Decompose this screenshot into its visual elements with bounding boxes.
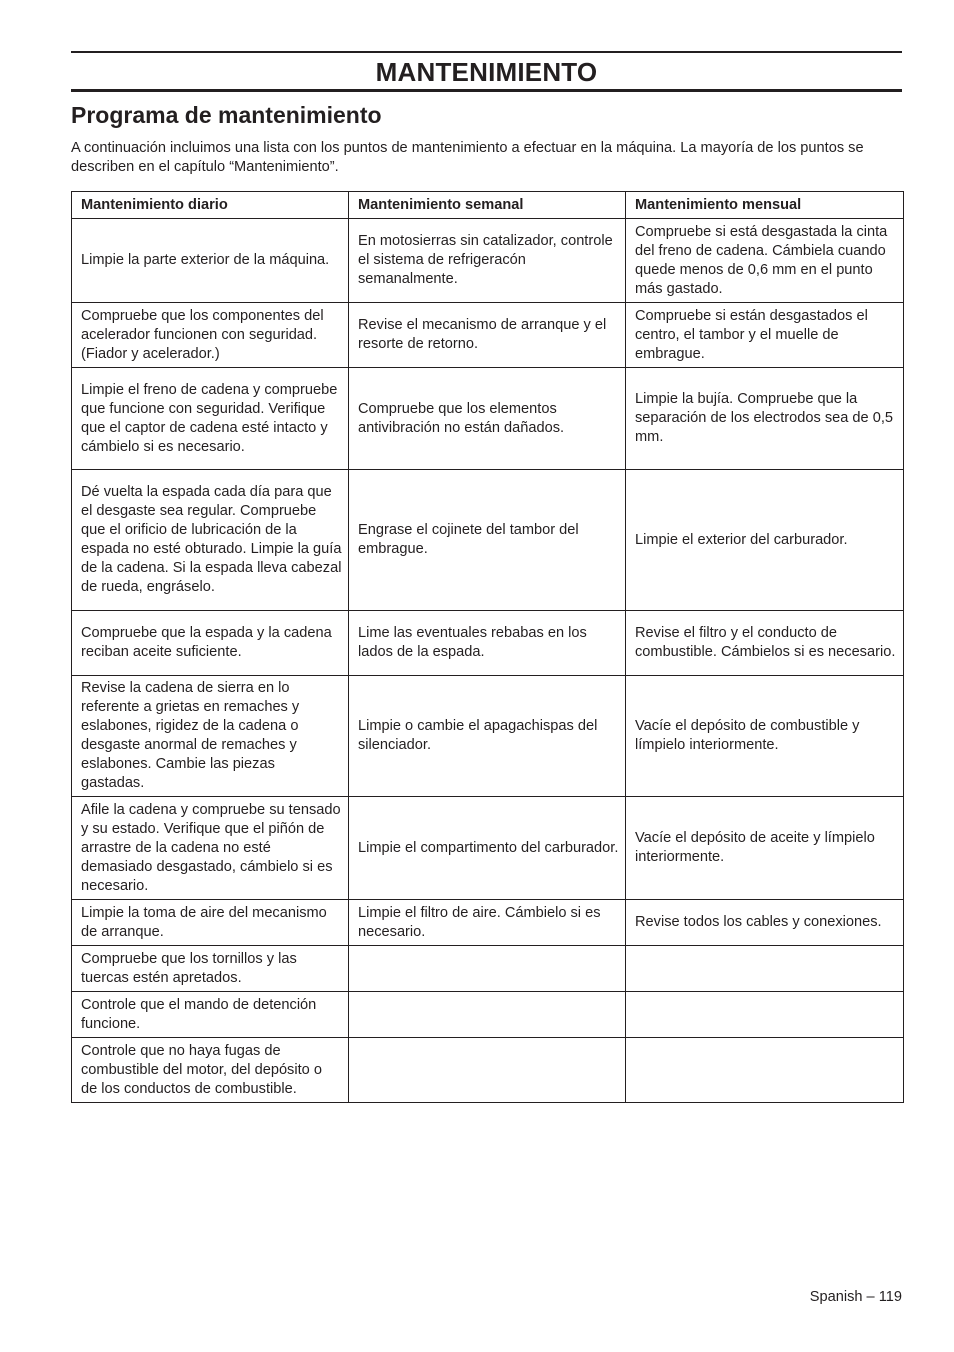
section-title: MANTENIMIENTO <box>375 57 598 87</box>
cell-daily: Compruebe que la espada y la cadena reciban aceite suficiente. <box>72 611 349 676</box>
cell-weekly: Limpie el compartimento del carburador. <box>349 797 626 900</box>
intro-paragraph: A continuación incluimos una lista con los puntos de mantenimiento a efectuar en la máquina. La mayoría de los puntos se describen en el capítulo “Mantenimiento”. <box>71 140 864 175</box>
cell-daily: Limpie el freno de cadena y compruebe que funcione con seguridad. Verifique que el captor de cadena esté intacto y cámbielo si es necesario. <box>72 368 349 470</box>
table-row <box>72 303 904 368</box>
cell-weekly: Revise el mecanismo de arranque y el resorte de retorno. <box>349 303 626 368</box>
column-header-daily: Mantenimiento diario <box>72 192 349 219</box>
cell-monthly: Vacíe el depósito de aceite y límpielo interiormente. <box>626 797 904 900</box>
cell-daily: Limpie la toma de aire del mecanismo de arranque. <box>72 900 349 946</box>
cell-daily: Compruebe que los tornillos y las tuercas estén apretados. <box>72 946 349 992</box>
table-row <box>72 676 904 797</box>
cell-weekly <box>349 946 626 992</box>
table-row <box>72 1038 904 1103</box>
cell-weekly <box>349 992 626 1038</box>
cell-daily: Dé vuelta la espada cada día para que el desgaste sea regular. Compruebe que el orificio de lubricación de la espada no esté obturado. Limpie la guía de la cadena. Si la espada lleva cabezal de rueda, engráselo. <box>72 470 349 611</box>
cell-monthly <box>626 946 904 992</box>
cell-monthly: Limpie el exterior del carburador. <box>626 470 904 611</box>
table-row <box>72 992 904 1038</box>
maintenance-schedule-table <box>71 191 904 1103</box>
table-header-row <box>72 192 904 219</box>
table-row <box>72 797 904 900</box>
cell-daily: Controle que no haya fugas de combustible del motor, del depósito o de los conductos de combustible. <box>72 1038 349 1103</box>
cell-monthly <box>626 992 904 1038</box>
cell-weekly: En motosierras sin catalizador, controle el sistema de refrigeracón semanalmente. <box>349 219 626 303</box>
cell-weekly: Lime las eventuales rebabas en los lados de la espada. <box>349 611 626 676</box>
cell-daily: Limpie la parte exterior de la máquina. <box>72 219 349 303</box>
table-row <box>72 470 904 611</box>
cell-monthly: Limpie la bujía. Compruebe que la separación de los electrodos sea de 0,5 mm. <box>626 368 904 470</box>
cell-monthly: Revise todos los cables y conexiones. <box>626 900 904 946</box>
table-row <box>72 900 904 946</box>
cell-weekly: Engrase el cojinete del tambor del embrague. <box>349 470 626 611</box>
table-row <box>72 611 904 676</box>
cell-monthly: Revise el filtro y el conducto de combustible. Cámbielos si es necesario. <box>626 611 904 676</box>
cell-monthly: Compruebe si está desgastada la cinta del freno de cadena. Cámbiela cuando quede menos de 0,6 mm en el punto más gastado. <box>626 219 904 303</box>
section-header <box>71 51 902 92</box>
cell-monthly <box>626 1038 904 1103</box>
column-header-monthly: Mantenimiento mensual <box>626 192 904 219</box>
cell-weekly: Limpie el filtro de aire. Cámbielo si es necesario. <box>349 900 626 946</box>
cell-monthly: Vacíe el depósito de combustible y límpielo interiormente. <box>626 676 904 797</box>
cell-monthly: Compruebe si están desgastados el centro, el tambor y el muelle de embrague. <box>626 303 904 368</box>
cell-weekly <box>349 1038 626 1103</box>
cell-weekly: Compruebe que los elementos antivibración no están dañados. <box>349 368 626 470</box>
cell-daily: Revise la cadena de sierra en lo referente a grietas en remaches y eslabones, rigidez de la cadena o desgaste anormal de remaches y eslabones. Cambie las piezas gastadas. <box>72 676 349 797</box>
table-row <box>72 368 904 470</box>
table-row <box>72 946 904 992</box>
cell-daily: Controle que el mando de detención funcione. <box>72 992 349 1038</box>
subsection-title: Programa de mantenimiento <box>71 102 382 128</box>
cell-daily: Compruebe que los componentes del acelerador funcionen con seguridad. (Fiador y acelerador.) <box>72 303 349 368</box>
cell-daily: Afile la cadena y compruebe su tensado y su estado. Verifique que el piñón de arrastre de la cadena no esté demasiado desgastado, cámbielo si es necesario. <box>72 797 349 900</box>
table-row <box>72 219 904 303</box>
column-header-weekly: Mantenimiento semanal <box>349 192 626 219</box>
cell-weekly: Limpie o cambie el apagachispas del silenciador. <box>349 676 626 797</box>
page-number: Spanish – 119 <box>809 1289 902 1305</box>
